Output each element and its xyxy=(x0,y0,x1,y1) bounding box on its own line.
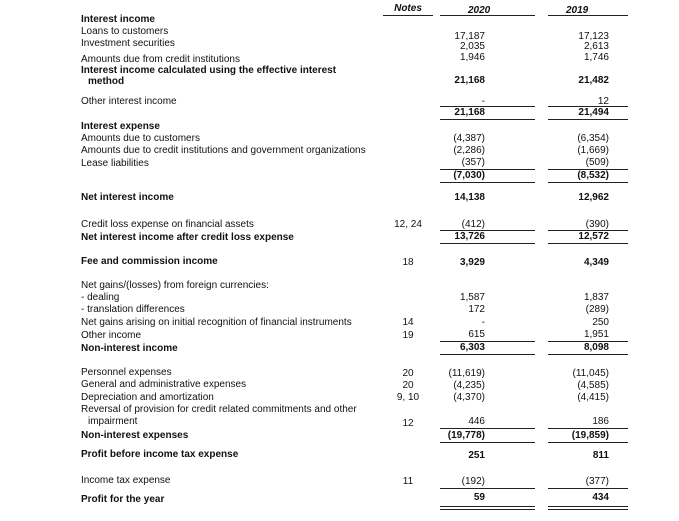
row-value-2020: 2,035 xyxy=(459,41,485,52)
row-label: Net interest income after credit loss expense xyxy=(81,232,294,243)
subtotal-rule-2019 xyxy=(548,354,628,355)
row-value-2019: 12 xyxy=(597,96,609,107)
row-value-2019: (11,045) xyxy=(572,368,609,379)
total-double-rule-2020 xyxy=(440,506,535,510)
row-value-2019: (4,415) xyxy=(577,392,609,403)
row-value-2020: (192) xyxy=(461,476,485,487)
total-double-rule-2019 xyxy=(548,506,628,510)
row-value-2020: 1,946 xyxy=(459,52,485,63)
subtotal-rule-2020 xyxy=(440,119,535,120)
row-label: Net interest income xyxy=(81,192,174,203)
row-value-2019: (509) xyxy=(585,157,609,168)
row-notes: 12 xyxy=(402,418,414,429)
row-value-2019: 12,962 xyxy=(578,192,609,203)
row-label: Non-interest expenses xyxy=(81,430,189,441)
row-value-2019: 2,613 xyxy=(583,41,609,52)
row-value-2020: (412) xyxy=(461,219,485,230)
subtotal-value-2019: 21,494 xyxy=(578,107,609,118)
row-label: Profit for the year xyxy=(81,494,165,505)
subtotal-rule-2020 xyxy=(440,243,535,244)
row-label: Amounts due from credit institutions xyxy=(81,54,240,65)
row-notes: 14 xyxy=(402,317,414,328)
row-value-2020: 251 xyxy=(468,450,485,461)
row-value-2020: (4,235) xyxy=(453,380,485,391)
row-label: Interest income xyxy=(81,14,155,25)
row-label: Other interest income xyxy=(81,96,177,107)
row-value-2020: - xyxy=(481,317,485,328)
subtotal-rule-2019 xyxy=(548,488,628,489)
row-label: Reversal of provision for credit related commitments and other xyxy=(81,404,357,415)
subtotal-rule-2020 xyxy=(440,428,535,429)
header-2020: 2020 xyxy=(468,5,491,16)
subtotal-value-2020: 21,168 xyxy=(454,107,485,118)
subtotal-rule-2019 xyxy=(548,428,628,429)
row-label: impairment xyxy=(88,416,138,427)
row-label: Depreciation and amortization xyxy=(81,392,214,403)
row-label: General and administrative expenses xyxy=(81,379,247,390)
row-label: Interest income calculated using the effective interest xyxy=(81,65,337,76)
row-value-2020: 446 xyxy=(468,416,485,427)
row-notes: 9, 10 xyxy=(396,392,420,403)
row-value-2020: (2,286) xyxy=(453,145,485,156)
subtotal-rule-2020 xyxy=(440,182,535,183)
row-value-2020: 59 xyxy=(473,492,485,503)
row-value-2020: (19,778) xyxy=(447,430,485,441)
subtotal-rule-2019 xyxy=(548,243,628,244)
row-label: Amounts due to credit institutions and government organizations xyxy=(81,145,366,156)
row-value-2019: (1,669) xyxy=(577,145,609,156)
row-value-2019: 21,482 xyxy=(578,75,609,86)
row-value-2020: (4,370) xyxy=(453,392,485,403)
subtotal-rule-2020 xyxy=(440,341,535,342)
row-value-2019: 17,123 xyxy=(578,31,609,42)
row-value-2020: 6,303 xyxy=(459,342,485,353)
row-value-2020: 172 xyxy=(468,304,485,315)
subtotal-rule-2020 xyxy=(440,354,535,355)
row-label: Investment securities xyxy=(81,38,175,49)
row-value-2019: (289) xyxy=(585,304,609,315)
row-value-2019: 434 xyxy=(592,492,609,503)
row-label: Loans to customers xyxy=(81,26,169,37)
row-value-2019: 12,572 xyxy=(578,231,609,242)
row-value-2020: 17,187 xyxy=(454,31,485,42)
header-rule-notes xyxy=(383,15,433,16)
row-notes: 11 xyxy=(402,476,414,487)
row-value-2019: 186 xyxy=(592,416,609,427)
row-value-2019: (4,585) xyxy=(577,380,609,391)
row-value-2019: 8,098 xyxy=(583,342,609,353)
subtotal-rule-2019 xyxy=(548,442,628,443)
row-value-2020: (11,619) xyxy=(448,368,485,379)
subtotal-value-2020: (7,030) xyxy=(453,170,485,181)
row-notes: 19 xyxy=(402,330,414,341)
header-rule-2019 xyxy=(548,15,628,16)
row-label: Net gains/(losses) from foreign currencies: xyxy=(81,280,269,291)
row-label: Other income xyxy=(81,330,142,341)
row-label: Non-interest income xyxy=(81,343,178,354)
row-value-2019: (6,354) xyxy=(577,133,609,144)
row-value-2019: 4,349 xyxy=(583,257,609,268)
header-notes: Notes xyxy=(394,3,422,14)
row-value-2020: (4,387) xyxy=(453,133,485,144)
row-value-2019: 1,746 xyxy=(583,52,609,63)
row-value-2020: (357) xyxy=(461,157,485,168)
row-value-2019: (377) xyxy=(585,476,609,487)
subtotal-rule-2019 xyxy=(548,182,628,183)
row-label: Net gains arising on initial recognition of financial instruments xyxy=(81,317,352,328)
row-label: Amounts due to customers xyxy=(81,133,200,144)
row-label: Fee and commission income xyxy=(81,256,218,267)
row-value-2020: 13,726 xyxy=(454,231,485,242)
row-value-2020: 21,168 xyxy=(454,75,485,86)
subtotal-rule-2019 xyxy=(548,119,628,120)
row-label: Profit before income tax expense xyxy=(81,449,239,460)
header-rule-2020 xyxy=(440,15,535,16)
row-notes: 12, 24 xyxy=(394,219,422,230)
row-value-2019: 1,951 xyxy=(583,329,609,340)
row-notes: 20 xyxy=(402,368,414,379)
row-label: Interest expense xyxy=(81,121,160,132)
row-value-2019: (19,859) xyxy=(571,430,609,441)
row-value-2020: - xyxy=(481,96,485,107)
row-label: method xyxy=(88,76,125,87)
row-label: Personnel expenses xyxy=(81,367,172,378)
row-label: Credit loss expense on financial assets xyxy=(81,219,254,230)
subtotal-value-2019: (8,532) xyxy=(577,170,609,181)
row-value-2020: 14,138 xyxy=(454,192,485,203)
subtotal-rule-2020 xyxy=(440,488,535,489)
row-label: Lease liabilities xyxy=(81,158,149,169)
row-value-2019: 1,837 xyxy=(583,292,609,303)
subtotal-rule-2020 xyxy=(440,442,535,443)
row-label: - translation differences xyxy=(81,304,185,315)
row-value-2019: 250 xyxy=(592,317,609,328)
row-value-2020: 3,929 xyxy=(459,257,485,268)
header-2019: 2019 xyxy=(566,5,589,16)
row-value-2019: 811 xyxy=(592,450,609,461)
row-label: Income tax expense xyxy=(81,475,171,486)
row-label: - dealing xyxy=(81,292,120,303)
row-value-2020: 1,587 xyxy=(459,292,485,303)
row-value-2020: 615 xyxy=(468,329,485,340)
row-notes: 20 xyxy=(402,380,414,391)
row-value-2019: (390) xyxy=(585,219,609,230)
row-notes: 18 xyxy=(402,257,414,268)
